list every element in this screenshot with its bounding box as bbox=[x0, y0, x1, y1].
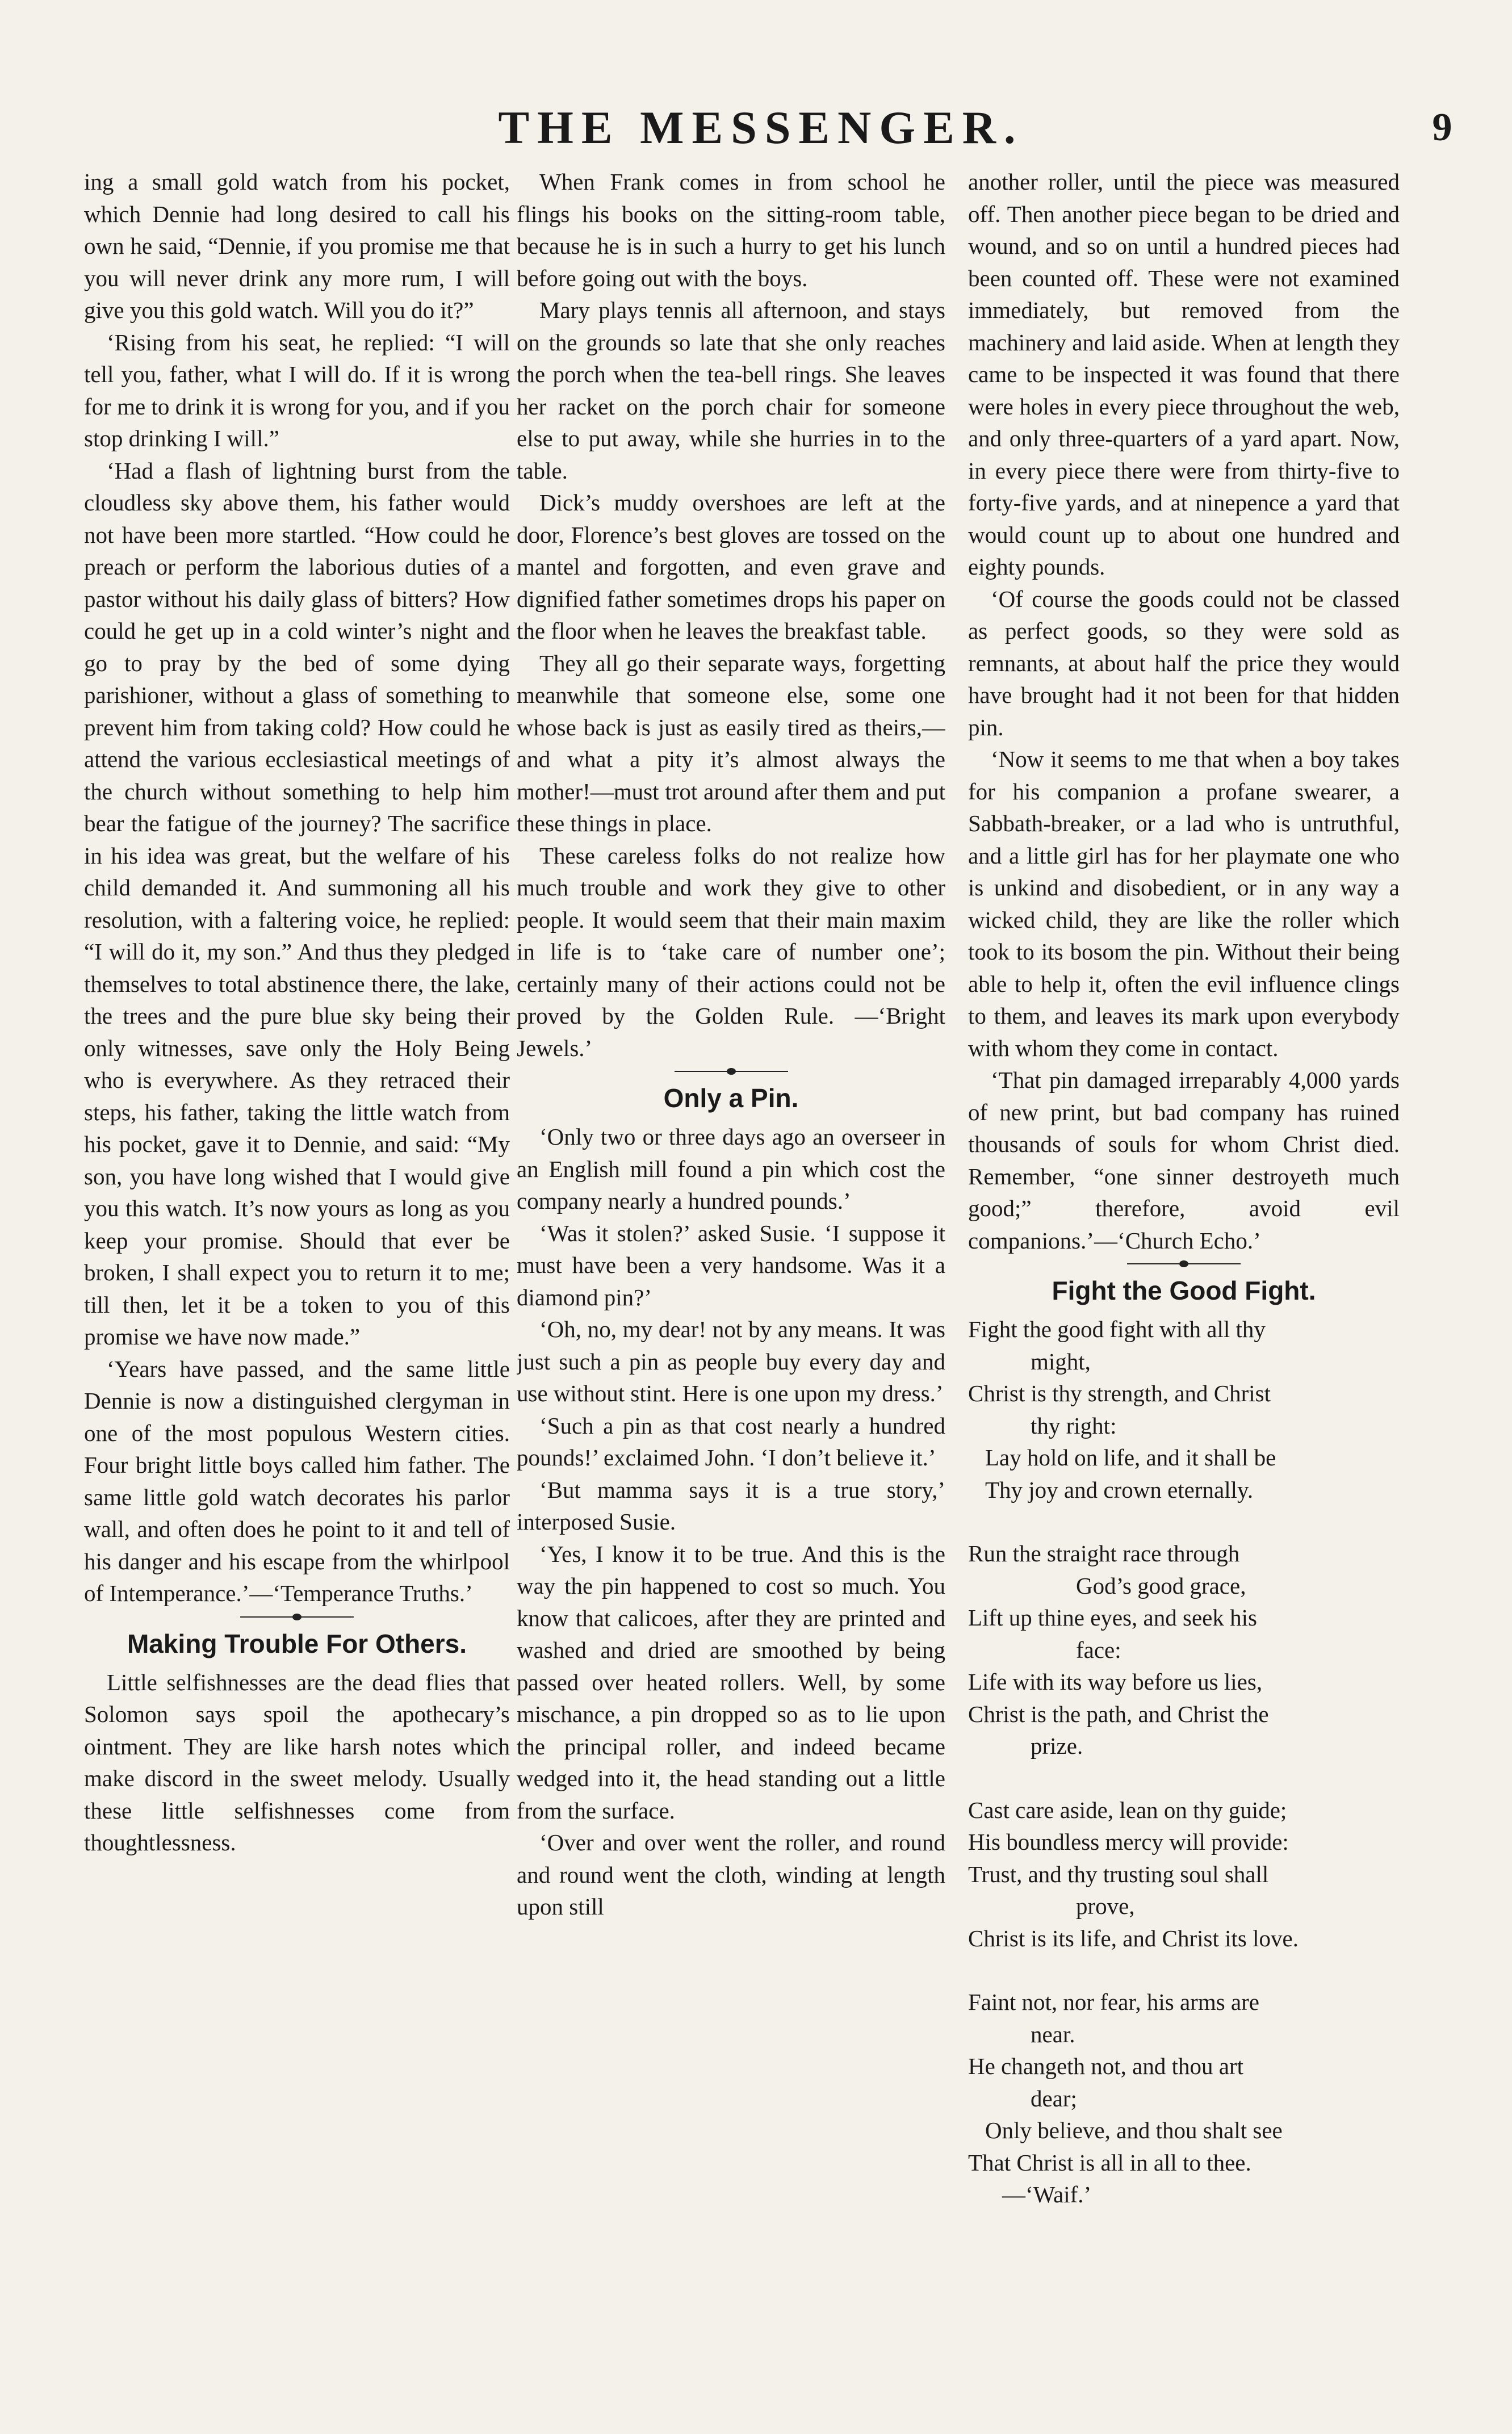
paragraph: ‘Rising from his seat, he replied: “I will tell you, father, what I will do. If it is wrong for me to drink it is wrong for you, and if you stop drinking I will.” bbox=[84, 329, 510, 451]
paragraph: ‘Only two or three days ago an overseer in an English mill found a pin which cost the company nearly a hundred pounds.’ bbox=[517, 1124, 945, 1214]
poem-stanza bbox=[968, 1794, 1400, 1955]
poem-line: His boundless mercy will provide: bbox=[968, 1829, 1289, 1855]
newspaper-title: THE MESSENGER. bbox=[498, 102, 1024, 153]
section-divider bbox=[675, 1071, 788, 1072]
paragraph: ‘But mamma says it is a true story,’ interposed Susie. bbox=[517, 1476, 945, 1535]
poem-line: near. bbox=[1031, 2021, 1075, 2047]
paragraph: ‘Oh, no, my dear! not by any means. It was just such a pin as people buy every day and use without stint. Here is one upon my dress.’ bbox=[517, 1316, 945, 1406]
paragraph: ‘That pin damaged irreparably 4,000 yards of new print, but bad company has ruined thousands of souls for whom Christ died. Remember, “one sinner destroyeth much good;” therefore, avoid evil companions.’—‘Church Echo.’ bbox=[968, 1067, 1400, 1254]
paragraph: When Frank comes in from school he flings his books on the sitting-room table, because he is in such a hurry to get his lunch before going out with the boys. bbox=[517, 169, 945, 291]
poem-line: thy right: bbox=[1031, 1412, 1117, 1439]
section-divider bbox=[240, 1616, 354, 1618]
article-heading-only-a-pin: Only a Pin. bbox=[663, 1083, 799, 1113]
paragraph: Little selfishnesses are the dead flies that Solomon says spoil the apothecary’s ointment. They are like harsh notes which make discord in the sweet melody. Usually these little selfishnesses come from thoughtlessness. bbox=[84, 1669, 510, 1855]
article-heading-making-trouble: Making Trouble For Others. bbox=[127, 1628, 467, 1658]
poem-line: face: bbox=[1076, 1636, 1121, 1663]
poem-line: Lay hold on life, and it shall be bbox=[985, 1444, 1276, 1471]
page-number: 9 bbox=[1432, 106, 1452, 149]
paragraph: ‘Was it stolen?’ asked Susie. ‘I suppose it must have been a very handsome. Was it a diamond pin?’ bbox=[517, 1220, 945, 1310]
paragraph: Dick’s muddy overshoes are left at the door, Florence’s best gloves are tossed on the mantel and forgotten, and even grave and dignified father sometimes drops his paper on the floor when he leaves the breakfast table. bbox=[517, 489, 945, 644]
poem-line: Christ is its life, and Christ its love. bbox=[968, 1925, 1299, 1951]
poem-line: That Christ is all in all to thee. bbox=[968, 2149, 1251, 2176]
poem-line: prove, bbox=[1076, 1893, 1135, 1919]
paragraph: ‘Such a pin as that cost nearly a hundred pounds!’ exclaimed John. ‘I don’t believe it.’ bbox=[517, 1412, 945, 1471]
poem-line: Trust, and thy trusting soul shall bbox=[968, 1861, 1269, 1887]
poem-line: Fight the good fight with all thy bbox=[968, 1316, 1266, 1342]
poem-line: He changeth not, and thou art bbox=[968, 2053, 1244, 2079]
poem-stanza bbox=[968, 1538, 1400, 1762]
paragraph: another roller, until the piece was measured off. Then another piece began to be dried and wound, and so on until a hundred pieces had been counted off. These were not examined immediately, but removed from the machinery and laid aside. When at length they came to be inspected it was found that there were holes in every piece throughout the web, and only three-quarters of a yard apart. Now, in every piece there were from thirty-five to forty-five yards, and at ninepence a yard that would count up to about one hundred and eighty pounds. bbox=[968, 169, 1400, 580]
poem-line: dear; bbox=[1031, 2085, 1077, 2112]
article-heading-fight-the-good-fight: Fight the Good Fight. bbox=[1052, 1276, 1316, 1305]
poem bbox=[968, 1313, 1400, 2211]
column-right bbox=[968, 166, 1400, 2301]
poem-line: God’s good grace, bbox=[1076, 1572, 1246, 1599]
poem-stanza bbox=[968, 1986, 1400, 2211]
paragraph: ‘Now it seems to me that when a boy takes for his companion a profane swearer, a Sabbath-breaker, or a lad who is untruthful, and a little girl has for her playmate one who is unkind and disobedient, or in any way a wicked child, they are like the roller which took to its bosom the pin. Without their being able to help it, often the evil influence clings to them, and leaves its mark upon everybody with whom they come in contact. bbox=[968, 746, 1400, 1061]
poem-line: Thy joy and crown eternally. bbox=[985, 1476, 1254, 1503]
masthead bbox=[0, 99, 1512, 156]
poem-line: Run the straight race through bbox=[968, 1540, 1240, 1566]
paragraph: ‘Years have passed, and the same little Dennie is now a distinguished clergyman in one of the most populous Western cities. Four bright little boys called him father. The same little gold watch decorates his parlor wall, and often does he point to it and tell of his danger and his escape from the whirlpool of Intemperance.’—‘Temperance Truths.’ bbox=[84, 1355, 510, 1606]
section-divider bbox=[1127, 1263, 1241, 1264]
poem-line: Cast care aside, lean on thy guide; bbox=[968, 1796, 1287, 1823]
column-middle bbox=[517, 166, 945, 2301]
paragraph: Mary plays tennis all afternoon, and stays on the grounds so late that she only reaches the porch when the tea-bell rings. She leaves her racket on the porch chair for someone else to put away, while she hurries in to the table. bbox=[517, 297, 945, 484]
paragraph: ‘Over and over went the roller, and round and round went the cloth, winding at length upon still bbox=[517, 1829, 945, 1920]
column-left bbox=[84, 166, 510, 2301]
paragraph: ‘Had a flash of lightning burst from the cloudless sky above them, his father would not have been more startled. “How could he preach or perform the laborious duties of a pastor without his daily glass of bitters? How could he get up in a cold winter’s night and go to pray by the bed of some dying parishioner, without a glass of something to prevent him from taking cold? How could he attend the various ecclesiastical meetings of the church without something to help him bear the fatigue of the journey? The sacrifice in his idea was great, but the welfare of his child demanded it. And summoning all his resolution, with a faltering voice, he replied: “I will do it, my son.” And thus they pledged themselves to total abstinence there, the lake, the trees and the pure blue sky being their only witnesses, save only the Holy Being who is everywhere. As they retraced their steps, his father, taking the little watch from his pocket, gave it to Dennie, and said: “My son, you have long wished that I would give you this watch. It’s now yours as long as you keep your promise. Should that ever be broken, I shall expect you to return it to me; till then, let it be a token to you of this promise we have now made.” bbox=[84, 457, 510, 1350]
poem-line: prize. bbox=[1031, 1733, 1083, 1759]
poem-line: Faint not, nor fear, his arms are bbox=[968, 1989, 1259, 2015]
poem-line: might, bbox=[1031, 1348, 1091, 1375]
poem-attribution: —‘Waif.’ bbox=[1002, 2181, 1092, 2207]
paragraph: ing a small gold watch from his pocket, which Dennie had long desired to call his own he said, “Dennie, if you promise me that you will never drink any more rum, I will give you this gold watch. Will you do it?” bbox=[84, 169, 510, 323]
poem-line: Christ is thy strength, and Christ bbox=[968, 1380, 1271, 1406]
paragraph: These careless folks do not realize how much trouble and work they give to other people. It would seem that their main maxim in life is to ‘take care of number one’; certainly many of their actions could not be proved by the Golden Rule. —‘Bright Jewels.’ bbox=[517, 842, 945, 1061]
paragraph: ‘Yes, I know it to be true. And this is the way the pin happened to cost so much. You know that calicoes, after they are printed and washed and dried are smoothed by being passed over heated rollers. Well, by some mischance, a pin dropped so as to lie upon the principal roller, and indeed became wedged into it, the head standing out a little from the surface. bbox=[517, 1540, 945, 1824]
poem-line: Christ is the path, and Christ the bbox=[968, 1700, 1269, 1727]
poem-line: Only believe, and thou shalt see bbox=[985, 2117, 1283, 2143]
poem-line: Lift up thine eyes, and seek his bbox=[968, 1604, 1257, 1631]
poem-line: Life with its way before us lies, bbox=[968, 1669, 1263, 1695]
paragraph: ‘Of course the goods could not be classed as perfect goods, so they were sold as remnants, at about half the price they would have brought had it not been for that hidden pin. bbox=[968, 585, 1400, 740]
paragraph: They all go their separate ways, forgetting meanwhile that someone else, some one whose back is just as easily tired as theirs,—and what a pity it’s almost always the mother!—must trot around after them and put these things in place. bbox=[517, 650, 945, 836]
poem-stanza bbox=[968, 1313, 1400, 1506]
